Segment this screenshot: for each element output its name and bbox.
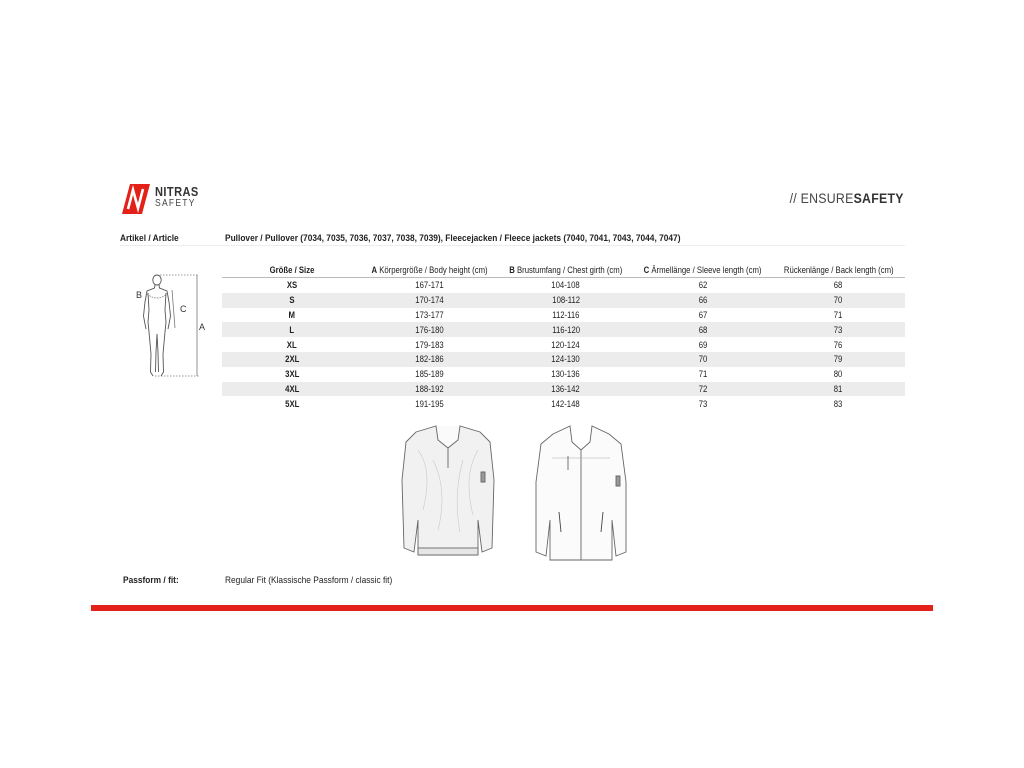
size-cell: S	[222, 293, 362, 308]
back-cell: 68	[834, 280, 843, 291]
back-cell: 80	[834, 369, 843, 380]
sleeve-cell: 66	[634, 293, 772, 308]
sleeve-cell: 68	[634, 322, 772, 337]
size-cell: 5XL	[284, 398, 300, 409]
back-cell: 83	[834, 398, 843, 409]
size-cell: 2XL	[222, 352, 362, 367]
tagline-bold: SAFETY	[853, 190, 904, 206]
back-cell: 70	[772, 293, 905, 308]
header-size: Größe / Size	[222, 262, 362, 278]
sleeve-cell: 71	[698, 369, 708, 380]
nitras-logo-icon	[118, 184, 150, 214]
back-cell: 71	[834, 309, 843, 320]
header-back-length: Rückenlänge / Back length (cm)	[772, 262, 905, 278]
size-cell: M	[288, 309, 296, 320]
height-cell: 167-171	[415, 280, 445, 291]
size-cell: L	[222, 322, 362, 337]
brand-name: NITRAS	[155, 184, 199, 199]
chest-cell: 120-124	[551, 339, 581, 350]
tagline	[790, 190, 904, 206]
sleeve-cell: 72	[634, 382, 772, 397]
table-header-row	[222, 262, 905, 278]
size-cell: 3XL	[284, 369, 300, 380]
fit-value: Regular Fit (Klassische Passform / classic fit)	[225, 575, 393, 586]
sleeve-cell: 70	[634, 352, 772, 367]
chest-cell: 124-130	[498, 352, 634, 367]
body-measurement-figure	[135, 272, 210, 380]
table-row	[222, 382, 905, 397]
chest-cell: 104-108	[551, 280, 581, 291]
sleeve-cell: 73	[698, 398, 708, 409]
back-cell: 76	[834, 339, 843, 350]
chest-cell: 108-112	[498, 293, 634, 308]
size-table	[222, 262, 905, 411]
fleece-jacket-illustration	[536, 426, 626, 560]
label-b: B	[136, 290, 143, 300]
header-body-height: A Körpergröße / Body height (cm)	[362, 262, 498, 278]
back-cell: 81	[772, 382, 905, 397]
label-c: C	[180, 304, 187, 314]
height-cell: 179-183	[415, 339, 445, 350]
table-row	[222, 322, 905, 337]
fit-label: Passform / fit:	[123, 575, 179, 586]
back-cell: 73	[772, 322, 905, 337]
table-row	[222, 367, 905, 382]
height-cell: 176-180	[362, 322, 498, 337]
pullover-illustration	[402, 426, 494, 555]
height-cell: 182-186	[362, 352, 498, 367]
table-row	[222, 396, 905, 411]
size-cell: XS	[286, 280, 298, 291]
height-cell: 170-174	[362, 293, 498, 308]
brand-logo	[118, 184, 208, 214]
garment-illustrations	[378, 420, 648, 570]
chest-cell: 116-120	[498, 322, 634, 337]
sleeve-cell: 62	[698, 280, 708, 291]
divider	[120, 245, 905, 246]
brand-subtitle: SAFETY	[155, 198, 196, 209]
height-cell: 185-189	[415, 369, 445, 380]
chest-cell: 112-116	[552, 309, 580, 320]
height-cell: 188-192	[362, 382, 498, 397]
table-row	[222, 278, 905, 293]
table-row	[222, 337, 905, 352]
back-cell: 79	[772, 352, 905, 367]
size-cell: XL	[287, 339, 297, 350]
size-cell: 4XL	[222, 382, 362, 397]
sleeve-cell: 69	[698, 339, 708, 350]
brand-accent-bar	[91, 605, 933, 611]
label-a: A	[199, 322, 206, 332]
article-value: Pullover / Pullover (7034, 7035, 7036, 7037, 7038, 7039), Fleecejacken / Fleece jackets (7040, 7041, 7043, 7044, 7047)	[225, 233, 681, 244]
tagline-prefix: // ENSURE	[789, 190, 854, 206]
article-label: Artikel / Article	[120, 233, 179, 244]
header-sleeve-length: C Ärmellänge / Sleeve length (cm)	[634, 262, 772, 278]
sleeve-cell: 67	[698, 309, 708, 320]
table-row	[222, 308, 905, 323]
height-cell: 173-177	[415, 309, 445, 320]
chest-cell: 142-148	[551, 398, 581, 409]
table-row	[222, 352, 905, 367]
height-cell: 191-195	[415, 398, 445, 409]
header-chest-girth: B Brustumfang / Chest girth (cm)	[498, 262, 634, 278]
chest-cell: 130-136	[551, 369, 581, 380]
table-row	[222, 293, 905, 308]
chest-cell: 136-142	[498, 382, 634, 397]
